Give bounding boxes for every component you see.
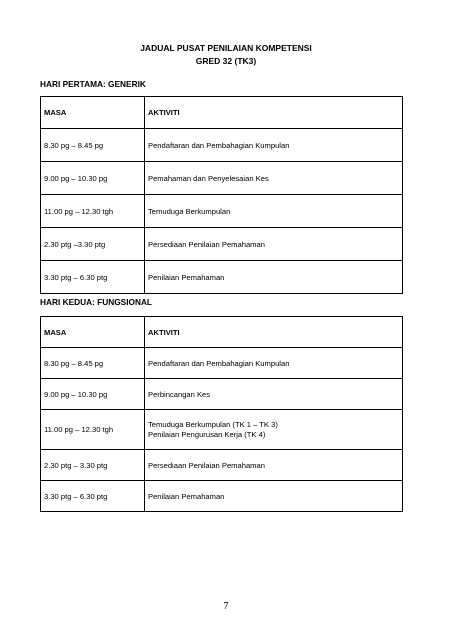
table-row [41, 379, 403, 410]
time-cell: 3.30 ptg – 6.30 ptg [41, 481, 145, 512]
activity-cell: Persediaan Penilaian Pemahaman [145, 450, 403, 481]
document-subtitle: GRED 32 (TK3) [195, 56, 257, 66]
table-row [41, 450, 403, 481]
day1-heading: HARI PERTAMA: GENERIK [40, 79, 146, 89]
activity-line: Penilaian Pengurusan Kerja (TK 4) [148, 429, 266, 439]
table-row [41, 481, 403, 512]
table-row [41, 348, 403, 379]
time-cell: 8.30 pg – 8.45 pg [41, 348, 145, 379]
table-row [41, 195, 403, 228]
time-cell: 8.30 pg – 8.45 pg [41, 129, 145, 162]
day2-schedule-table [40, 316, 403, 512]
activity-cell: Pemahaman dan Penyelesaian Kes [145, 162, 403, 195]
document-title: JADUAL PUSAT PENILAIAN KOMPETENSI [140, 43, 312, 53]
table-row [41, 129, 403, 162]
time-cell: 11.00 pg – 12.30 tgh [41, 410, 145, 450]
header-aktiviti: AKTIVITI [145, 97, 403, 129]
activity-cell: Perbincangan Kes [145, 379, 403, 410]
table-row [41, 162, 403, 195]
table-row [41, 261, 403, 294]
time-cell: 9.00 pg – 10.30 pg [41, 162, 145, 195]
time-cell: 9.00 pg – 10.30 pg [41, 379, 145, 410]
activity-cell: Pendaftaran dan Pembahagian Kumpulan [145, 348, 403, 379]
activity-cell [145, 410, 403, 450]
activity-cell: Persediaan Penilaian Pemahaman [145, 228, 403, 261]
page-number: 7 [223, 601, 229, 612]
header-aktiviti: AKTIVITI [145, 317, 403, 348]
activity-cell: Pendaftaran dan Pembahagian Kumpulan [145, 129, 403, 162]
table-row [41, 410, 403, 450]
activity-cell: Temuduga Berkumpulan [145, 195, 403, 228]
header-masa: MASA [41, 97, 145, 129]
day1-schedule-table [40, 96, 403, 294]
table-header-row [41, 317, 403, 348]
table-row [41, 228, 403, 261]
time-cell: 2.30 ptg –3.30 ptg [41, 228, 145, 261]
time-cell: 2.30 ptg – 3.30 ptg [41, 450, 145, 481]
day2-heading: HARI KEDUA: FUNGSIONAL [40, 297, 153, 307]
header-masa: MASA [41, 317, 145, 348]
time-cell: 3.30 ptg – 6.30 ptg [41, 261, 145, 294]
table-header-row [41, 97, 403, 129]
time-cell: 11.00 pg – 12.30 tgh [41, 195, 145, 228]
activity-line: Temuduga Berkumpulan (TK 1 – TK 3) [148, 419, 278, 429]
activity-cell: Penilaian Pemahaman [145, 261, 403, 294]
activity-cell: Penilaian Pemahaman [145, 481, 403, 512]
